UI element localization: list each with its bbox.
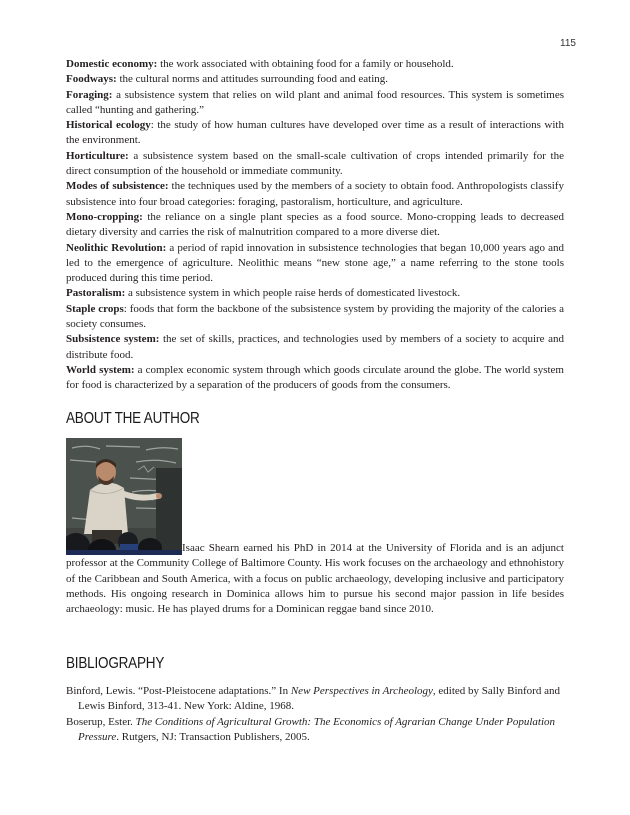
glossary-term: Historical ecology — [66, 119, 151, 132]
bibliography-entry — [66, 684, 576, 715]
bibliography-entry-title: New Perspectives in Archeology — [290, 685, 433, 697]
glossary-entry — [66, 332, 564, 363]
glossary-definition: a subsistence system that relies on wild plant and animal food resources. This system is sometimes called “hunting and gathering.” — [66, 88, 564, 116]
bibliography-entry-text: , edited by Sally Binford and Lewis Binford, 313-41. New York: Aldine, 1968. — [78, 685, 560, 713]
glossary-definition: : the study of how human cultures have developed over time as a result of interactions with the environment. — [66, 119, 564, 147]
glossary-definition: a subsistence system in which people raise herds of domesticated livestock. — [125, 287, 461, 300]
bibliography-entry-text: . Rutgers, NJ: Transaction Publishers, 2005. — [116, 731, 310, 744]
glossary-entry — [66, 302, 564, 333]
bibliography-entry-title: The Conditions of Agricultural Growth: The Economics of Agrarian Change Under Population Pressure — [78, 716, 555, 744]
glossary-definition: : foods that form the backbone of the subsistence system by providing the majority of the calories a society consumes. — [66, 302, 564, 331]
glossary-definition: the set of skills, practices, and technologies used by members of a society to acquire and distribute food. — [66, 333, 564, 361]
author-photo — [66, 438, 182, 555]
glossary-definition: a period of rapid innovation in subsistence technologies that began 10,000 years ago and led to the emergence of agriculture. Neolithic means “new stone age,” a name referring to the stone tools produced during this time period. — [66, 241, 564, 285]
author-photo-illustration — [66, 438, 182, 555]
author-bio: Isaac Shearn earned his PhD in 2014 at the University of Florida and is an adjunct professor at the Community College of Baltimore County. His work focuses on the archaeology and ethnohistory of the Caribbean and South America, with a focus on public archaeology, developing inclusive and participatory methods. His ongoing research in Dominica allows him to pursue his second major passion in life besides archaeology: music. He has played drums for a Dominican reggae band since 2010. — [66, 542, 564, 616]
glossary-term: Domestic economy: — [66, 58, 158, 70]
glossary-definition: the cultural norms and attitudes surrounding food and eating. — [116, 73, 389, 86]
glossary-term: Subsistence system: — [66, 333, 160, 346]
glossary-term: Neolithic Revolution: — [66, 241, 167, 254]
glossary-entry — [66, 179, 564, 210]
glossary-definition: a complex economic system through which goods circulate around the globe. The world system for food is characterized by a separation of the producers of goods from the consumers. — [66, 363, 564, 392]
glossary-entry — [66, 286, 564, 301]
bibliography-entry-text: Binford, Lewis. “Post-Pleistocene adaptations.” In — [66, 685, 291, 697]
glossary-definition: the reliance on a single plant species as a food source. Mono-cropping leads to decreased dietary diversity and carries the risk of malnutrition compared to a more diverse diet. — [66, 210, 564, 239]
glossary-term: Mono-cropping: — [66, 210, 143, 223]
glossary-definition: the work associated with obtaining food for a family or household. — [157, 58, 454, 70]
glossary-entry — [66, 72, 564, 87]
glossary-entry — [66, 57, 564, 72]
bibliography-entry-text: Boserup, Ester. — [66, 716, 136, 728]
glossary-definition: the techniques used by the members of a society to obtain food. Anthropologists classify subsistence into four broad categories: foraging, pastoralism, horticulture, and agriculture. — [66, 180, 564, 208]
glossary-entry — [66, 241, 564, 287]
bibliography-heading: BIBLIOGRAPHY — [66, 654, 165, 672]
glossary — [66, 57, 564, 394]
glossary-term: Modes of subsistence: — [66, 180, 169, 193]
glossary-term: Foodways: — [66, 73, 117, 86]
about-heading: ABOUT THE AUTHOR — [66, 409, 200, 427]
glossary-term: Foraging: — [66, 88, 113, 101]
glossary-term: Pastoralism: — [66, 287, 126, 300]
glossary-entry — [66, 149, 564, 180]
glossary-entry — [66, 210, 564, 241]
page-number: 115 — [560, 38, 576, 49]
glossary-term: Horticulture: — [66, 149, 129, 162]
glossary-entry — [66, 363, 564, 394]
bibliography-entry — [66, 715, 576, 746]
glossary-term: Staple crops — [66, 302, 124, 315]
glossary-entry — [66, 118, 564, 149]
glossary-definition: a subsistence system based on the small-scale cultivation of crops intended primarily for the direct consumption of the household or immediate community. — [66, 149, 564, 178]
glossary-entry — [66, 88, 564, 119]
glossary-term: World system: — [66, 363, 135, 376]
